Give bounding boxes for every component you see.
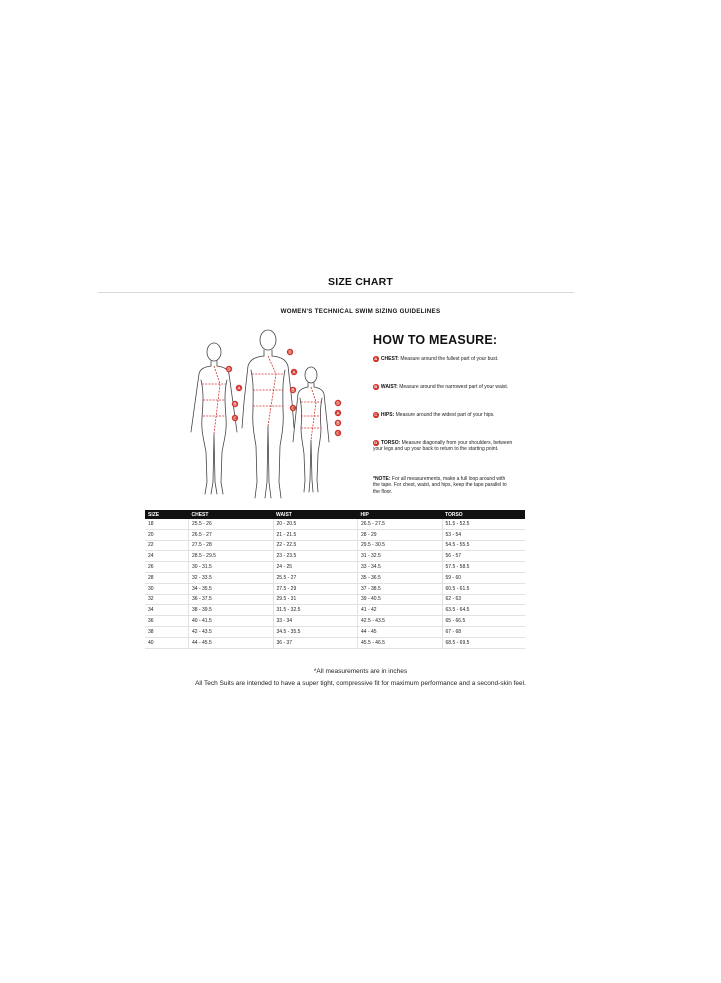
table-cell: 27.5 - 28 (189, 540, 274, 551)
table-cell: 29.5 - 30.5 (358, 540, 443, 551)
table-cell: 30 - 31.5 (189, 562, 274, 573)
figure-girl (293, 367, 329, 492)
table-cell: 24 - 25 (273, 562, 358, 573)
table-cell: 34 - 35.5 (189, 583, 274, 594)
table-cell: 40 (145, 637, 189, 648)
column-header: TORSO (442, 510, 525, 519)
table-cell: 65 - 66.5 (442, 616, 525, 627)
divider (98, 292, 574, 293)
table-cell: 32 - 33.5 (189, 572, 274, 583)
chest-label: CHEST: (380, 356, 399, 362)
table-cell: 67 - 68 (442, 626, 525, 637)
table-row (145, 605, 525, 616)
figure-label: C (233, 415, 237, 421)
table-cell: 36 - 37.5 (189, 594, 274, 605)
table-cell: 27.5 - 29 (273, 583, 358, 594)
table-row (145, 562, 525, 573)
waist-label: WAIST: (380, 384, 398, 390)
table-cell: 18 (145, 519, 189, 529)
table-cell: 36 - 37 (273, 637, 358, 648)
table-cell: 29.5 - 31 (273, 594, 358, 605)
table-cell: 39 - 40.5 (358, 594, 443, 605)
hips-text: Measure around the widest part of your hips. (395, 412, 495, 418)
table-cell: 26 (145, 562, 189, 573)
table-row (145, 637, 525, 648)
table-cell: 44 - 45.5 (189, 637, 274, 648)
table-cell: 62 - 63 (442, 594, 525, 605)
table-cell: 26.5 - 27 (189, 529, 274, 540)
table-header-row (145, 510, 525, 519)
size-table (145, 510, 525, 649)
figure-man (242, 330, 294, 498)
table-cell: 28 (145, 572, 189, 583)
figure-label: D (336, 400, 340, 406)
table-cell: 40 - 41.5 (189, 616, 274, 627)
table-row (145, 583, 525, 594)
column-header: SIZE (145, 510, 189, 519)
table-cell: 45.5 - 46.5 (358, 637, 443, 648)
table-body (145, 519, 525, 648)
table-cell: 20 - 20.5 (273, 519, 358, 529)
measure-item-waist (373, 384, 513, 390)
hips-badge: C (374, 412, 378, 417)
table-cell: 68.5 - 69.5 (442, 637, 525, 648)
table-cell: 34 (145, 605, 189, 616)
table-cell: 32 (145, 594, 189, 605)
table-row (145, 594, 525, 605)
figure-label: A (292, 369, 296, 375)
torso-text: Measure diagonally from your shoulders, between your legs and up your back to return to the starting point. (373, 440, 513, 453)
waist-text: Measure around the narrowest part of your waist. (399, 384, 509, 390)
table-cell: 28 - 29 (358, 529, 443, 540)
table-cell: 63.5 - 64.5 (442, 605, 525, 616)
table-cell: 24 (145, 551, 189, 562)
table-cell: 28.5 - 29.5 (189, 551, 274, 562)
table-cell: 25.5 - 26 (189, 519, 274, 529)
table-cell: 54.5 - 55.5 (442, 540, 525, 551)
figure-label: D (288, 349, 292, 355)
table-cell: 21 - 21.5 (273, 529, 358, 540)
table-cell: 42.5 - 43.5 (358, 616, 443, 627)
column-header: WAIST (273, 510, 358, 519)
footnote-units: *All measurements are in inches (313, 668, 408, 675)
table-row (145, 572, 525, 583)
how-to-measure-heading: HOW TO MEASURE: (373, 333, 498, 347)
figure-label: B (233, 401, 237, 407)
table-cell: 56 - 57 (442, 551, 525, 562)
table-cell: 25.5 - 27 (273, 572, 358, 583)
table-row (145, 519, 525, 529)
chest-text: Measure around the fullest part of your bust. (400, 356, 499, 362)
table-row (145, 551, 525, 562)
figure-label: C (291, 405, 295, 411)
table-cell: 31.5 - 32.5 (273, 605, 358, 616)
table-cell: 60.5 - 61.5 (442, 583, 525, 594)
table-cell: 44 - 45 (358, 626, 443, 637)
table-cell: 22 - 22.5 (273, 540, 358, 551)
table-cell: 42 - 43.5 (189, 626, 274, 637)
table-cell: 31 - 32.5 (358, 551, 443, 562)
hips-label: HIPS: (380, 412, 395, 418)
measure-item-hips (373, 412, 513, 418)
table-row (145, 616, 525, 627)
table-cell: 59 - 60 (442, 572, 525, 583)
table-cell: 37 - 38.5 (358, 583, 443, 594)
page-title: SIZE CHART (328, 276, 393, 288)
note-label: *NOTE: (373, 476, 391, 482)
note-text: For all measurements, make a full loop around with the tape. For chest, waist, and hips, keep the tape parallel to the floor. (373, 476, 507, 495)
measure-item-torso (373, 440, 513, 453)
torso-badge: D (374, 440, 378, 445)
table-cell: 22 (145, 540, 189, 551)
table-cell: 33 - 34 (273, 616, 358, 627)
figure-label: B (291, 387, 295, 393)
table-cell: 20 (145, 529, 189, 540)
table-row (145, 540, 525, 551)
table-cell: 57.5 - 58.5 (442, 562, 525, 573)
footnote-fit: All Tech Suits are intended to have a super tight, compressive fit for maximum performance and a second-skin feel. (195, 680, 526, 687)
measurement-figures-illustration (180, 322, 355, 510)
table-cell: 23 - 23.5 (273, 551, 358, 562)
table-row (145, 626, 525, 637)
table-row (145, 529, 525, 540)
table-cell: 30 (145, 583, 189, 594)
table-cell: 53 - 54 (442, 529, 525, 540)
column-header: CHEST (189, 510, 274, 519)
table-cell: 38 - 39.5 (189, 605, 274, 616)
table-cell: 35 - 36.5 (358, 572, 443, 583)
measure-note (373, 476, 513, 495)
measure-item-chest (373, 356, 513, 362)
figure-label: A (237, 385, 241, 391)
table-cell: 34.5 - 35.5 (273, 626, 358, 637)
figure-label: C (336, 430, 340, 436)
figure-label: B (336, 420, 340, 426)
table-cell: 51.5 - 52.5 (442, 519, 525, 529)
table-cell: 36 (145, 616, 189, 627)
torso-label: TORSO: (380, 440, 401, 446)
section-subtitle: WOMEN'S TECHNICAL SWIM SIZING GUIDELINES (280, 308, 441, 315)
table-cell: 38 (145, 626, 189, 637)
table-cell: 41 - 42 (358, 605, 443, 616)
table-cell: 33 - 34.5 (358, 562, 443, 573)
column-header: HIP (358, 510, 443, 519)
figure-label: D (227, 366, 231, 372)
waist-badge: B (374, 384, 378, 389)
table-cell: 26.5 - 27.5 (358, 519, 443, 529)
chest-badge: A (374, 356, 378, 361)
figure-label: A (336, 410, 340, 416)
